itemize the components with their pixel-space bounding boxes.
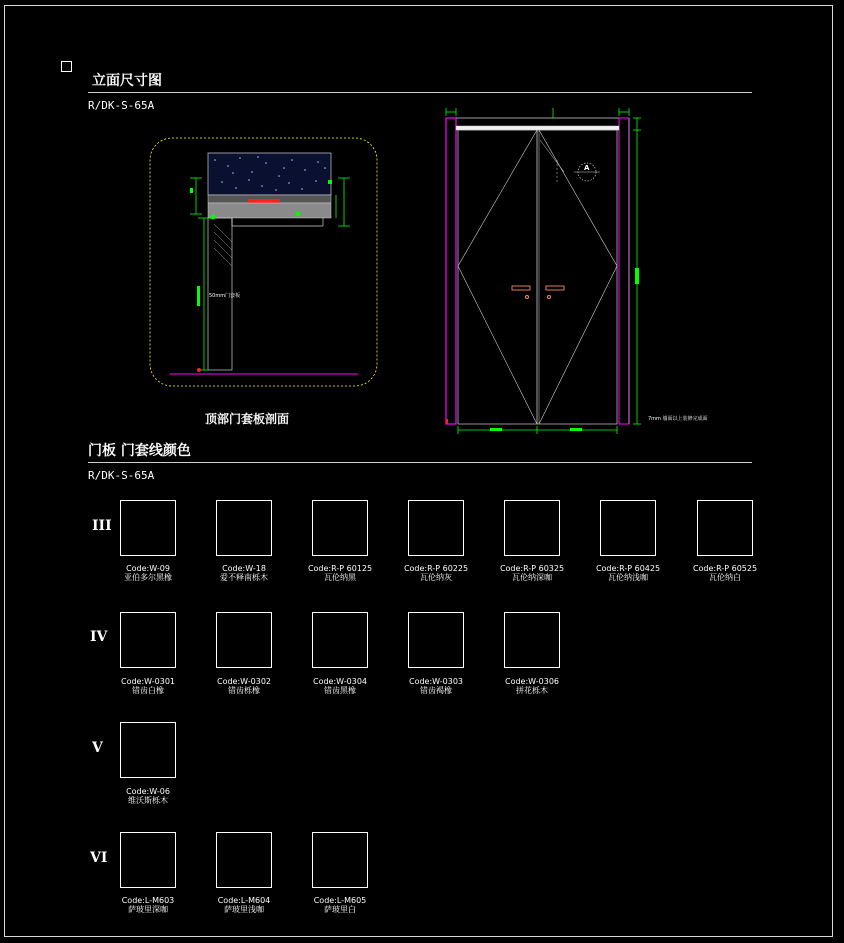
- color-swatch: [216, 612, 272, 668]
- swatch-code: Code:R-P 60425: [595, 564, 661, 573]
- swatch-name: 萨玻里浅咖: [224, 905, 264, 914]
- swatch-name: 瓦伦纳白: [709, 573, 741, 582]
- color-swatch: [216, 832, 272, 888]
- color-title: 门板 门套线颜色: [88, 443, 191, 459]
- swatch-code: Code:L-M605: [313, 896, 367, 905]
- row-label-iv: IV: [90, 629, 108, 645]
- color-swatch: [312, 832, 368, 888]
- casing-board-label: 50mm门套板: [209, 293, 241, 299]
- swatch-code: Code:W-18: [222, 564, 266, 573]
- swatch-caption: [103, 896, 193, 914]
- row-label-vi: VI: [90, 850, 108, 866]
- color-swatch: [408, 612, 464, 668]
- color-swatch: [120, 500, 176, 556]
- elevation-title: 立面尺寸图: [92, 73, 162, 89]
- section-marker-label: A: [584, 164, 590, 172]
- elevation-code: R/DK-S-65A: [88, 99, 155, 112]
- swatch-name: 维沃斯栎木: [128, 796, 168, 805]
- swatch-code: Code:W-0304: [312, 677, 367, 686]
- swatch-name: 瓦伦纳深咖: [512, 573, 552, 582]
- color-code: R/DK-S-65A: [88, 469, 155, 482]
- swatch-caption: [487, 677, 577, 695]
- color-swatch: [216, 500, 272, 556]
- swatch-caption: [680, 564, 770, 582]
- swatch-code: Code:L-M604: [217, 896, 271, 905]
- color-swatch: [120, 612, 176, 668]
- swatch-caption: [391, 677, 481, 695]
- color-swatch: [120, 722, 176, 778]
- section-caption: 顶部门套板剖面: [205, 412, 290, 426]
- swatch-caption: [391, 564, 481, 582]
- swatch-code: Code:W-06: [126, 787, 170, 796]
- swatch-name: 拼花栎木: [516, 686, 548, 695]
- swatch-name: 萨玻里深咖: [128, 905, 168, 914]
- swatch-code: Code:W-09: [126, 564, 170, 573]
- swatch-name: 亚伯多尔黑橡: [124, 573, 172, 582]
- color-swatch: [408, 500, 464, 556]
- swatch-caption: [583, 564, 673, 582]
- swatch-name: 瓦伦纳浅咖: [608, 573, 648, 582]
- swatch-name: 瓦伦纳黑: [324, 573, 356, 582]
- swatch-caption: [295, 564, 385, 582]
- swatch-name: 瓦伦纳灰: [420, 573, 452, 582]
- door-elevation: [446, 108, 641, 434]
- swatch-code: Code:W-0303: [408, 677, 463, 686]
- swatch-name: 错齿黑橡: [324, 686, 356, 695]
- color-title-rule: [88, 462, 752, 463]
- color-swatch: [697, 500, 753, 556]
- swatch-code: Code:R-P 60525: [692, 564, 758, 573]
- swatch-code: Code:W-0302: [216, 677, 271, 686]
- swatch-caption: [295, 677, 385, 695]
- swatch-code: Code:R-P 60225: [403, 564, 469, 573]
- swatch-name: 错齿白橡: [132, 686, 164, 695]
- swatch-caption: [103, 564, 193, 582]
- swatch-caption: [295, 896, 385, 914]
- swatch-caption: [103, 677, 193, 695]
- swatch-caption: [199, 564, 289, 582]
- swatch-code: Code:W-0301: [120, 677, 175, 686]
- swatch-name: 错齿褐橡: [420, 686, 452, 695]
- swatch-code: Code:L-M603: [121, 896, 175, 905]
- swatch-caption: [199, 677, 289, 695]
- swatch-code: Code:R-P 60125: [307, 564, 373, 573]
- swatch-code: Code:R-P 60325: [499, 564, 565, 573]
- row-label-v: V: [92, 740, 103, 756]
- elevation-note: 7mm 墙面以上装修完成面: [648, 416, 708, 422]
- swatch-caption: [199, 896, 289, 914]
- color-swatch: [120, 832, 176, 888]
- color-swatch: [600, 500, 656, 556]
- swatch-caption: [487, 564, 577, 582]
- swatch-name: 爱不释南栎木: [220, 573, 268, 582]
- color-swatch: [504, 500, 560, 556]
- color-swatch: [312, 612, 368, 668]
- color-swatch: [504, 612, 560, 668]
- color-swatch: [312, 500, 368, 556]
- swatch-name: 萨玻里白: [324, 905, 356, 914]
- door-casing-section-detail: [150, 138, 377, 386]
- swatch-name: 错齿栎橡: [228, 686, 260, 695]
- row-label-iii: III: [92, 518, 112, 534]
- swatch-caption: [103, 787, 193, 805]
- swatch-code: Code:W-0306: [504, 677, 559, 686]
